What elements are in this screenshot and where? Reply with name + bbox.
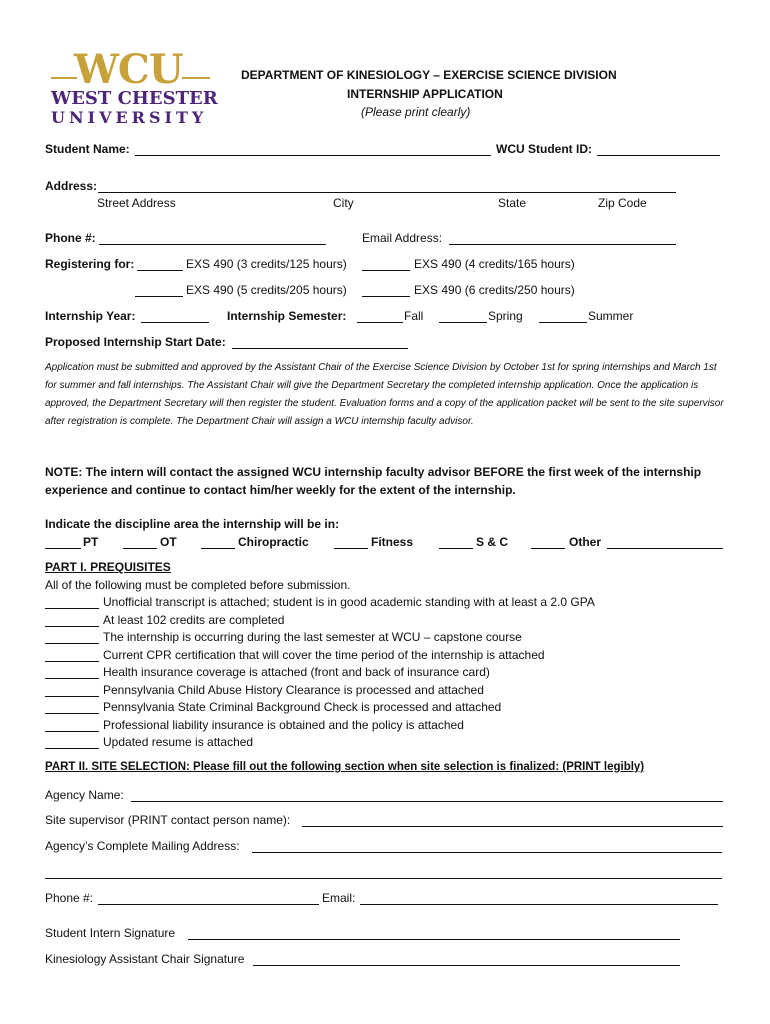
prereq-item: Pennsylvania Child Abuse History Clearance is processed and attached — [103, 683, 484, 697]
city-caption: City — [333, 196, 354, 210]
reg-opt1-label: EXS 490 (3 credits/125 hours) — [186, 257, 347, 271]
part2-title: PART II. SITE SELECTION: Please fill out the following section when site selection is finalized: (PRINT legibly) — [45, 761, 645, 773]
form-title: INTERNSHIP APPLICATION — [347, 87, 503, 101]
prereq-item: Unofficial transcript is attached; student is in good academic standing with at least a 2.0 GPA — [103, 595, 595, 609]
start-date-field[interactable] — [232, 348, 408, 349]
discipline-other-label: Other — [569, 535, 602, 549]
address-label: Address: — [45, 179, 98, 193]
discipline-other-field[interactable] — [607, 548, 723, 549]
address-field[interactable] — [98, 192, 676, 193]
prereq-checkbox[interactable] — [45, 731, 99, 732]
discipline-fitness-blank[interactable] — [334, 548, 368, 549]
email-field[interactable] — [449, 244, 676, 245]
agency-phone-field[interactable] — [98, 904, 319, 905]
prereq-checkbox[interactable] — [45, 643, 99, 644]
discipline-other-blank[interactable] — [531, 548, 565, 549]
site-supervisor-label: Site supervisor (PRINT contact person name): — [45, 813, 291, 827]
chair-signature-label: Kinesiology Assistant Chair Signature — [45, 952, 245, 966]
discipline-chiro-blank[interactable] — [201, 548, 235, 549]
reg-opt4-label: EXS 490 (6 credits/250 hours) — [414, 283, 575, 297]
reg-opt4-blank[interactable] — [362, 296, 410, 297]
student-id-field[interactable] — [597, 155, 720, 156]
street-address-caption: Street Address — [97, 196, 176, 210]
prereq-item: Current CPR certification that will cover the time period of the internship is attached — [103, 648, 545, 662]
reg-opt3-blank[interactable] — [135, 296, 183, 297]
prereq-item: Updated resume is attached — [103, 735, 254, 749]
prereq-checkbox[interactable] — [45, 661, 99, 662]
agency-phone-label: Phone #: — [45, 891, 94, 905]
department-heading: DEPARTMENT OF KINESIOLOGY – EXERCISE SCIENCE DIVISION — [241, 68, 617, 82]
state-caption: State — [498, 196, 527, 210]
discipline-chiro-label: Chiropractic — [238, 535, 309, 549]
prereq-item: The internship is occurring during the last semester at WCU – capstone course — [103, 630, 522, 644]
site-supervisor-field[interactable] — [302, 826, 723, 827]
discipline-sc-blank[interactable] — [439, 548, 473, 549]
internship-semester-label: Internship Semester: — [227, 309, 347, 323]
internship-year-field[interactable] — [141, 322, 209, 323]
student-name-label: Student Name: — [45, 142, 130, 156]
phone-field[interactable] — [99, 244, 326, 245]
mailing-address-label: Agency’s Complete Mailing Address: — [45, 839, 240, 853]
spring-label: Spring — [488, 309, 523, 323]
phone-label: Phone #: — [45, 231, 96, 245]
part1-title: PART I. PREQUISITES — [45, 560, 171, 574]
instructions-paragraph: Application must be submitted and approved by the Assistant Chair of the Exercise Science Division by October 1st for spring internships and March 1st for summer and fall internships. The Assistant Chair will give the Department Secretary the completed internship application. Once the application is approved, the Department Secretary will then register the student. Evaluation forms and a copy of the application packet will be sent to the site supervisor after registration is complete. The Department Chair will assign a WCU internship faculty advisor. — [45, 362, 724, 427]
internship-year-label: Internship Year: — [45, 309, 136, 323]
logo-name-line1: WEST CHESTER — [51, 88, 218, 109]
summer-blank[interactable] — [539, 322, 587, 323]
reg-opt2-label: EXS 490 (4 credits/165 hours) — [414, 257, 575, 271]
registering-label: Registering for: — [45, 257, 135, 271]
logo-wcu-text: WCU — [74, 46, 183, 93]
student-id-label: WCU Student ID: — [496, 142, 592, 156]
student-signature-label: Student Intern Signature — [45, 926, 176, 940]
advisor-note: NOTE: The intern will contact the assigned WCU internship faculty advisor BEFORE the first week of the internship experience and continue to contact him/her weekly for the extent of the internship. — [45, 465, 702, 497]
logo-rule-right — [182, 77, 210, 79]
agency-email-label: Email: — [322, 891, 356, 905]
prereq-item: Pennsylvania State Criminal Background Check is processed and attached — [103, 700, 502, 714]
spring-blank[interactable] — [439, 322, 487, 323]
summer-label: Summer — [588, 309, 634, 323]
prereq-item: At least 102 credits are completed — [103, 613, 285, 627]
prereq-item: Health insurance coverage is attached (front and back of insurance card) — [103, 665, 490, 679]
discipline-ot-label: OT — [160, 535, 177, 549]
student-signature-field[interactable] — [188, 939, 680, 940]
prereq-checkbox[interactable] — [45, 748, 99, 749]
discipline-pt-label: PT — [83, 535, 99, 549]
prereq-checkbox[interactable] — [45, 713, 99, 714]
discipline-prompt: Indicate the discipline area the internship will be in: — [45, 517, 340, 531]
discipline-pt-blank[interactable] — [45, 548, 81, 549]
part1-intro: All of the following must be completed before submission. — [45, 578, 351, 592]
agency-email-field[interactable] — [360, 904, 718, 905]
chair-signature-field[interactable] — [253, 965, 680, 966]
reg-opt1-blank[interactable] — [137, 270, 183, 271]
mailing-address-field[interactable] — [252, 852, 722, 853]
prereq-checkbox[interactable] — [45, 626, 99, 627]
agency-name-field[interactable] — [131, 801, 723, 802]
discipline-sc-label: S & C — [476, 535, 509, 549]
start-date-label: Proposed Internship Start Date: — [45, 335, 226, 349]
prereq-checkbox[interactable] — [45, 678, 99, 679]
reg-opt3-label: EXS 490 (5 credits/205 hours) — [186, 283, 347, 297]
form-subtitle: (Please print clearly) — [361, 105, 471, 119]
fall-label: Fall — [404, 309, 424, 323]
prereq-checkbox[interactable] — [45, 696, 99, 697]
agency-name-label: Agency Name: — [45, 788, 124, 802]
reg-opt2-blank[interactable] — [362, 270, 410, 271]
discipline-fitness-label: Fitness — [371, 535, 414, 549]
mailing-address-field-line2[interactable] — [45, 878, 722, 879]
prereq-item: Professional liability insurance is obtained and the policy is attached — [103, 718, 464, 732]
logo-name-line2: UNIVERSITY — [51, 108, 208, 127]
discipline-ot-blank[interactable] — [123, 548, 157, 549]
prereq-checkbox[interactable] — [45, 608, 99, 609]
student-name-field[interactable] — [135, 155, 491, 156]
email-label: Email Address: — [362, 231, 443, 245]
zip-caption: Zip Code — [598, 196, 647, 210]
fall-blank[interactable] — [357, 322, 403, 323]
